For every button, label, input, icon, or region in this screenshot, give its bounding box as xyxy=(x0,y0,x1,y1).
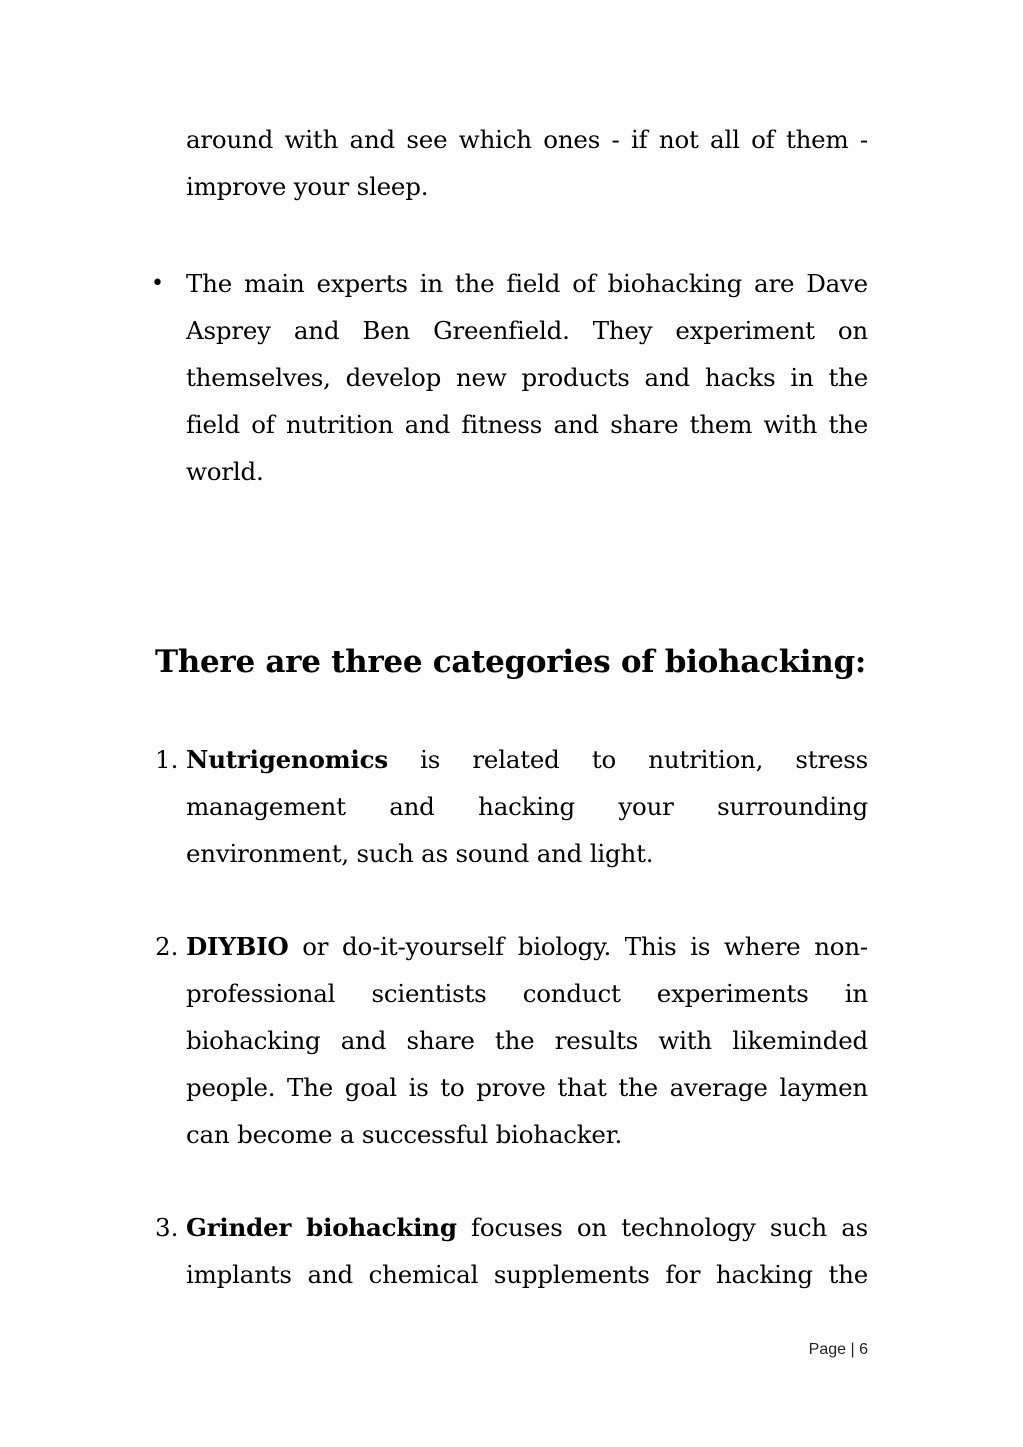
page-separator: | xyxy=(850,1341,855,1358)
list-item-text: or do-it-yourself biology. This is where non-professional scientists conduct experiments in biohacking and share the results with likeminded people. The goal is to prove that the average laymen can become a successful biohacker. xyxy=(186,932,868,1149)
page-number: 6 xyxy=(859,1341,868,1358)
continuation-text: around with and see which ones - if not all of them - improve your sleep. xyxy=(186,125,868,201)
list-item xyxy=(186,923,868,1158)
list-item-number: 1. xyxy=(155,745,179,774)
bullet-icon: • xyxy=(151,271,164,296)
page-label: Page xyxy=(808,1341,847,1358)
list-item-number: 2. xyxy=(155,932,179,961)
page-footer xyxy=(809,1339,868,1361)
section-heading: There are three categories of biohacking: xyxy=(155,644,867,680)
list-item-text: is related to nutrition, stress management and hacking your surrounding environment, such as sound and light. xyxy=(186,745,868,868)
continuation-paragraph xyxy=(186,116,868,210)
list-item-number: 3. xyxy=(155,1213,179,1242)
list-item-term: DIYBIO xyxy=(186,932,289,961)
list-item-term: Grinder biohacking xyxy=(186,1213,457,1242)
list-item xyxy=(186,736,868,877)
list-item-text: focuses on technology such as implants and chemical supplements for hacking the xyxy=(186,1213,868,1289)
bullet-paragraph xyxy=(186,260,868,495)
bullet-text: The main experts in the field of biohacking are Dave Asprey and Ben Greenfield. They experiment on themselves, develop new products and hacks in the field of nutrition and fitness and share them with the world. xyxy=(186,269,868,486)
list-item xyxy=(186,1204,868,1298)
list-item-term: Nutrigenomics xyxy=(186,745,388,774)
